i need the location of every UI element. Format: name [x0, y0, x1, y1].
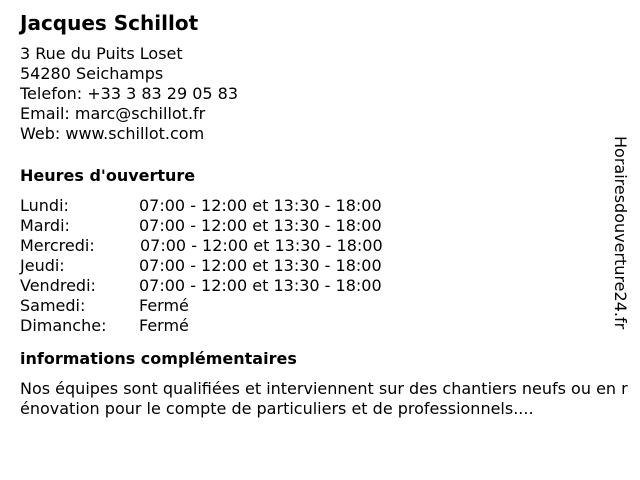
additional-info-heading: informations complémentaires: [20, 349, 297, 368]
additional-info-text: Nos équipes sont qualifiées et interviennent sur des chantiers neufs ou en rénovation pour le compte de particuliers et de professionnels....: [20, 379, 628, 418]
opening-hours-table: [20, 196, 616, 336]
day-label: Jeudi:: [20, 256, 65, 275]
day-label: Vendredi:: [20, 276, 96, 295]
hours-row-saturday: [20, 296, 616, 316]
day-hours: 07:00 - 12:00 et 13:30 - 18:00: [140, 236, 383, 255]
email-address: Email: marc@schillot.fr: [20, 104, 206, 123]
day-label: Mercredi:: [20, 236, 95, 255]
day-hours: Fermé: [139, 316, 189, 335]
day-hours: 07:00 - 12:00 et 13:30 - 18:00: [139, 276, 382, 295]
opening-hours-heading: Heures d'ouverture: [20, 166, 196, 185]
day-hours: 07:00 - 12:00 et 13:30 - 18:00: [139, 216, 382, 235]
hours-row-friday: [20, 276, 616, 296]
hours-row-tuesday: [20, 216, 616, 236]
hours-row-thursday: [20, 256, 616, 276]
phone-number: Telefon: +33 3 83 29 05 83: [20, 84, 239, 103]
day-hours: 07:00 - 12:00 et 13:30 - 18:00: [139, 256, 382, 275]
day-label: Samedi:: [20, 296, 86, 315]
day-label: Lundi:: [20, 196, 69, 215]
address-city: 54280 Seichamps: [20, 64, 164, 83]
business-name: Jacques Schillot: [20, 11, 199, 35]
website-address: Web: www.schillot.com: [20, 124, 205, 143]
day-hours: 07:00 - 12:00 et 13:30 - 18:00: [139, 196, 382, 215]
hours-row-monday: [20, 196, 616, 216]
day-label: Dimanche:: [20, 316, 107, 335]
hours-row-sunday: [20, 316, 616, 336]
site-watermark: Horairesdouverture24.fr: [611, 136, 630, 330]
day-hours: Fermé: [139, 296, 189, 315]
hours-row-wednesday: [20, 236, 616, 256]
day-label: Mardi:: [20, 216, 70, 235]
address-street: 3 Rue du Puits Loset: [20, 44, 183, 63]
